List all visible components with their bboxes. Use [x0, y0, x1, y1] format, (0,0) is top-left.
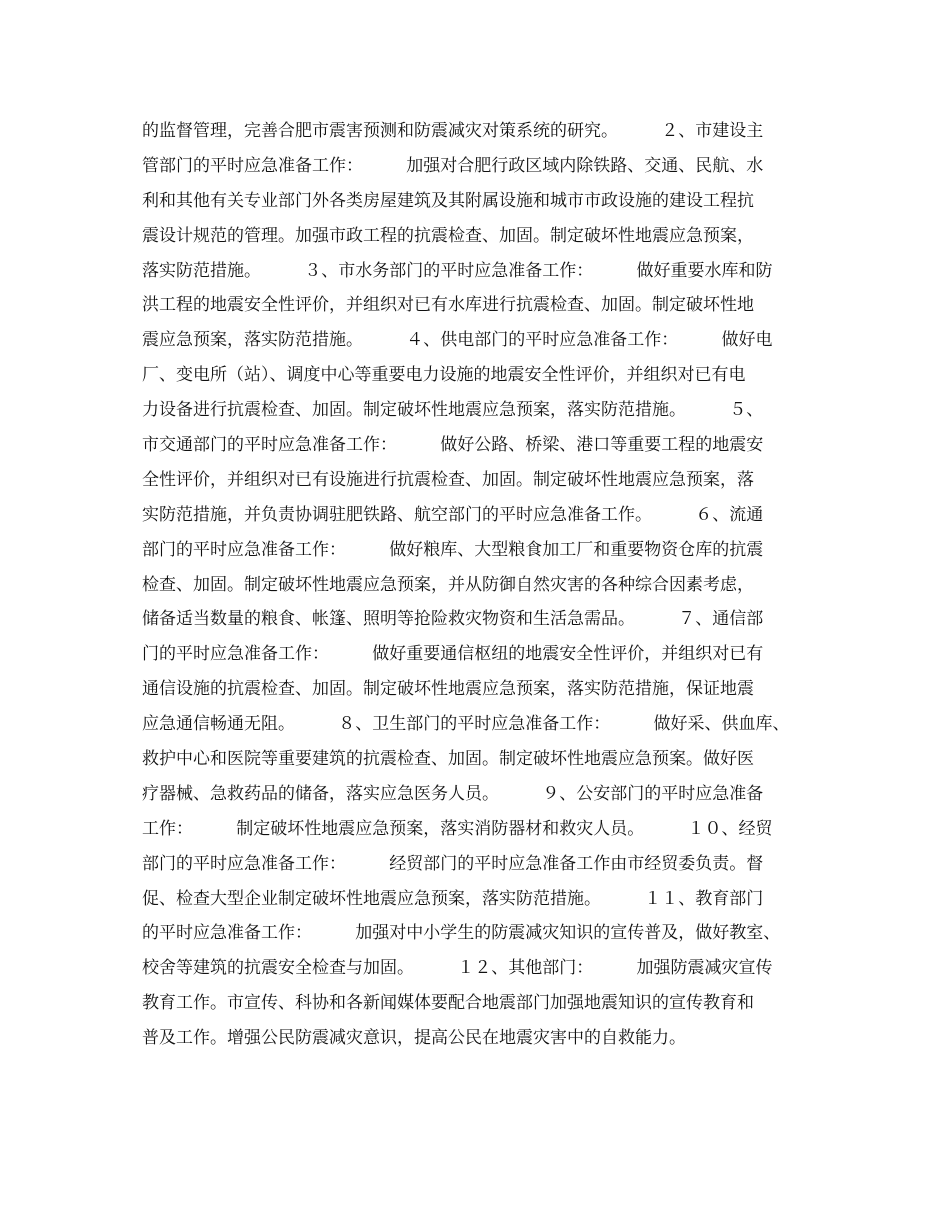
text-line: 部门的平时应急准备工作： 做好粮库、大型粮食加工厂和重要物资仓库的抗震	[142, 539, 764, 560]
text-line: 的监督管理，完善合肥市震害预测和防震减灾对策系统的研究。 ２、市建设主	[142, 121, 764, 141]
text-line: 洪工程的地震安全性评价，并组织对已有水库进行抗震检查、加固。制定破坏性地	[142, 295, 754, 316]
text-line: 利和其他有关专业部门外各类房屋建筑及其附属设施和城市市政设施的建设工程抗	[142, 190, 754, 211]
text-line: 力设备进行抗震检查、加固。制定破坏性地震应急预案，落实防范措施。 ５、	[142, 400, 764, 421]
text-line: 落实防范措施。 ３、市水务部门的平时应急准备工作： 做好重要水库和防	[142, 260, 773, 281]
text-line: 的平时应急准备工作： 加强对中小学生的防震减灾知识的宣传普及，做好教室、	[142, 923, 781, 944]
text-line: 工作： 制定破坏性地震应急预案，落实消防器材和救灾人员。 １０、经贸	[142, 818, 773, 839]
text-line: 震设计规范的管理。加强市政工程的抗震检查、加固。制定破坏性地震应急预案，	[142, 225, 754, 246]
text-line: 教育工作。市宣传、科协和各新闻媒体要配合地震部门加强地震知识的宣传教育和	[142, 993, 754, 1014]
text-line: 实防范措施，并负责协调驻肥铁路、航空部门的平时应急准备工作。 ６、流通	[142, 504, 764, 525]
text-line: 门的平时应急准备工作： 做好重要通信枢纽的地震安全性评价，并组织对已有	[142, 644, 764, 665]
text-line: 部门的平时应急准备工作： 经贸部门的平时应急准备工作由市经贸委负责。督	[142, 853, 764, 874]
text-line: 检查、加固。制定破坏性地震应急预案，并从防御自然灾害的各种综合因素考虑，	[142, 574, 754, 595]
body-text	[142, 114, 822, 1056]
text-line: 通信设施的抗震检查、加固。制定破坏性地震应急预案，落实防范措施，保证地震	[142, 679, 754, 700]
text-line: 市交通部门的平时应急准备工作： 做好公路、桥梁、港口等重要工程的地震安	[142, 435, 764, 456]
text-line: 储备适当数量的粮食、帐篷、照明等抢险救灾物资和生活急需品。 ７、通信部	[142, 609, 764, 630]
text-line: 校舍等建筑的抗震安全检查与加固。 １２、其他部门： 加强防震减灾宣传	[142, 958, 773, 979]
text-line: 全性评价，并组织对已有设施进行抗震检查、加固。制定破坏性地震应急预案，落	[142, 469, 754, 490]
text-line: 疗器械、急救药品的储备，落实应急医务人员。 ９、公安部门的平时应急准备	[142, 783, 764, 804]
text-line: 震应急预案，落实防范措施。 ４、供电部门的平时应急准备工作： 做好电	[142, 330, 773, 351]
text-line: 应急通信畅通无阻。 ８、卫生部门的平时应急准备工作： 做好采、供血库、	[142, 714, 790, 735]
text-line: 普及工作。增强公民防震减灾意识，提高公民在地震灾害中的自救能力。	[142, 1028, 686, 1049]
text-line: 促、检查大型企业制定破坏性地震应急预案，落实防范措施。 １１、教育部门	[142, 888, 764, 909]
text-line: 厂、变电所（站）、调度中心等重要电力设施的地震安全性评价，并组织对已有电	[142, 365, 746, 386]
text-line: 管部门的平时应急准备工作： 加强对合肥行政区域内除铁路、交通、民航、水	[142, 155, 764, 176]
text-line: 救护中心和医院等重要建筑的抗震检查、加固。制定破坏性地震应急预案。做好医	[142, 749, 754, 770]
